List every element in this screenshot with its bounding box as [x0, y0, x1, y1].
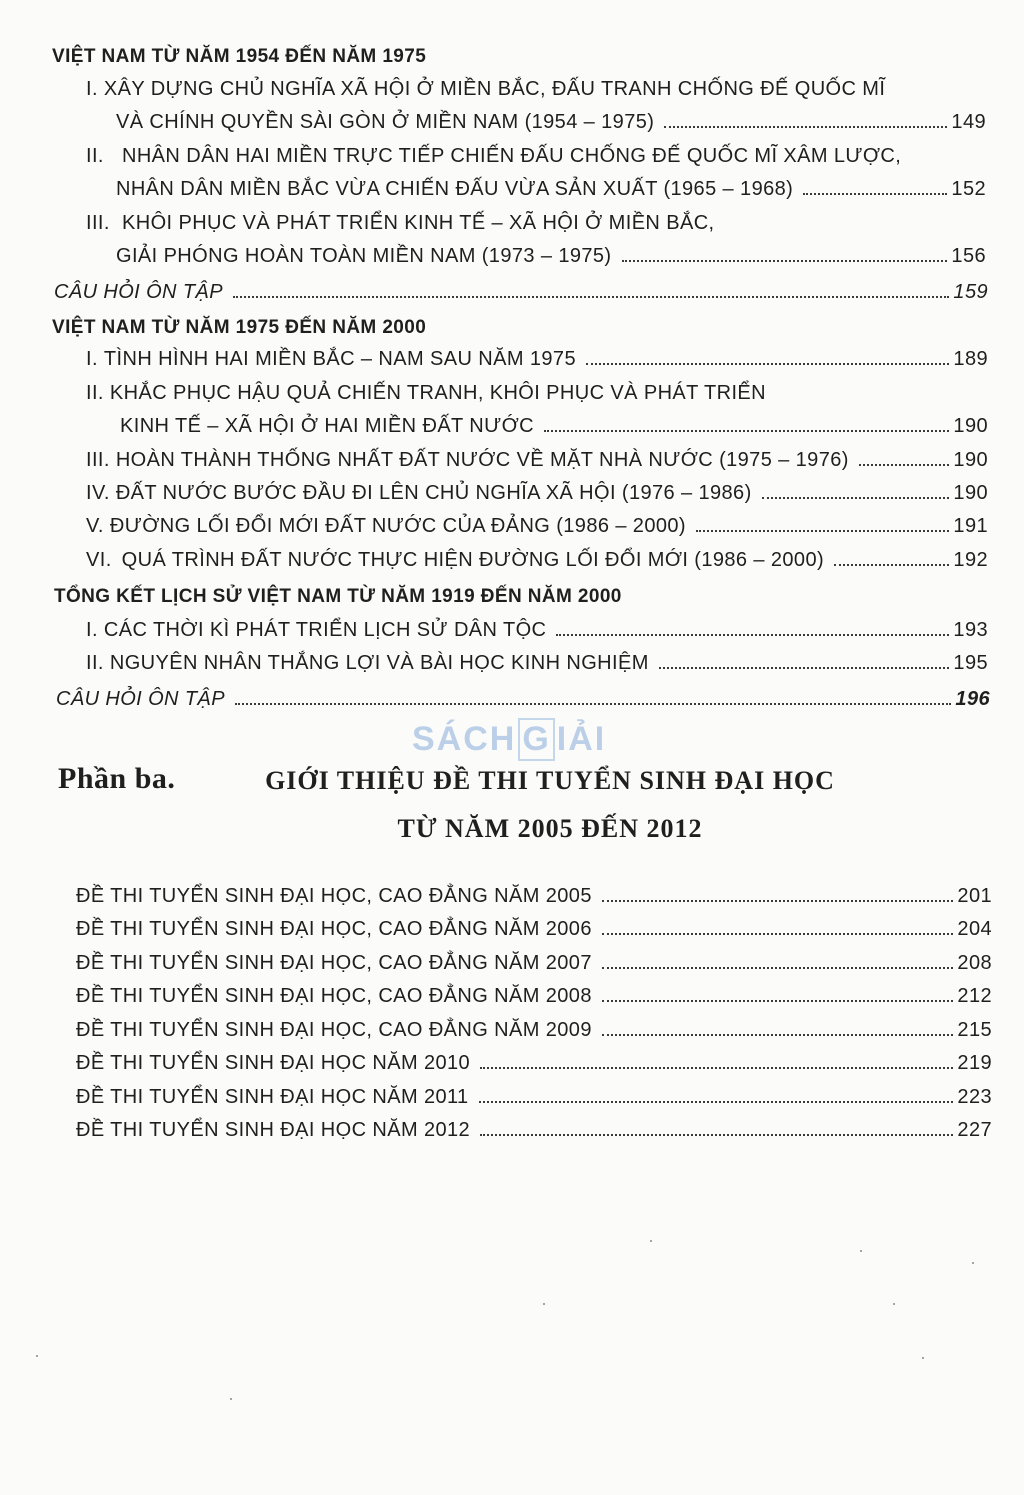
part-label: Phần ba. — [58, 762, 176, 795]
entry-number: VI. — [86, 549, 112, 571]
page-number: 193 — [953, 619, 988, 641]
exam-entry — [76, 1052, 992, 1075]
toc-entry-line2 — [116, 245, 986, 268]
page-number: 189 — [953, 348, 988, 370]
entry-number: V. — [86, 515, 104, 537]
dot-leader — [480, 1067, 953, 1069]
dot-leader — [480, 1134, 953, 1136]
entry-text: QUÁ TRÌNH ĐẤT NƯỚC THỰC HIỆN ĐƯỜNG LỐI ĐỔI MỚI (1986 – 2000) — [121, 549, 825, 571]
entry-number: III. — [86, 212, 110, 234]
toc-entry — [86, 482, 988, 505]
dot-leader — [586, 363, 949, 365]
watermark-logo: SÁCH G IẢI — [412, 718, 606, 761]
page-number: 212 — [957, 985, 992, 1007]
dot-leader — [602, 933, 954, 935]
entry-number: II. — [86, 145, 104, 167]
entry-text: NHÂN DÂN HAI MIỀN TRỰC TIẾP CHIẾN ĐẤU CHỐNG ĐẾ QUỐC MĨ XÂM LƯỢC, — [122, 145, 902, 167]
exam-label: ĐỀ THI TUYỂN SINH ĐẠI HỌC, CAO ĐẲNG NĂM 2006 — [76, 918, 592, 940]
page-number: 215 — [957, 1019, 992, 1041]
page-number: 201 — [957, 885, 992, 907]
toc-entry — [86, 449, 988, 472]
entry-text: VÀ CHÍNH QUYỀN SÀI GÒN Ở MIỀN NAM (1954 – 1975) — [116, 111, 655, 133]
dot-leader — [602, 967, 954, 969]
entry-number: IV. — [86, 482, 110, 504]
exam-entry — [76, 1119, 992, 1142]
review-questions-entry — [56, 688, 990, 711]
review-label: CÂU HỎI ÔN TẬP — [54, 281, 223, 303]
entry-text: NGUYÊN NHÂN THẮNG LỢI VÀ BÀI HỌC KINH NGHIỆM — [109, 652, 649, 674]
page-number: 152 — [951, 178, 986, 200]
scan-speck — [650, 1240, 652, 1242]
section-heading: TỔNG KẾT LỊCH SỬ VIỆT NAM TỪ NĂM 1919 ĐẾN NĂM 2000 — [54, 586, 622, 607]
entry-text: ĐẤT NƯỚC BƯỚC ĐẦU ĐI LÊN CHỦ NGHĨA XÃ HỘI (1976 – 1986) — [115, 482, 752, 504]
entry-number: I. — [86, 78, 98, 100]
scan-speck — [36, 1355, 38, 1357]
review-questions-entry — [54, 281, 988, 304]
dot-leader — [859, 464, 950, 466]
page-number: 196 — [955, 688, 990, 710]
entry-number: II. — [86, 382, 104, 404]
dot-leader — [235, 703, 951, 705]
entry-number: I. — [86, 619, 98, 641]
entry-text: KINH TẾ – XÃ HỘI Ở HAI MIỀN ĐẤT NƯỚC — [120, 415, 534, 437]
toc-entry — [86, 515, 988, 538]
entry-text: ĐƯỜNG LỐI ĐỔI MỚI ĐẤT NƯỚC CỦA ĐẢNG (1986 – 2000) — [109, 515, 686, 537]
dot-leader — [233, 296, 949, 298]
part-title-line1: GIỚI THIỆU ĐỀ THI TUYỂN SINH ĐẠI HỌC — [265, 766, 835, 795]
entry-text: NHÂN DÂN MIỀN BẮC VỪA CHIẾN ĐẤU VỪA SẢN XUẤT (1965 – 1968) — [116, 178, 794, 200]
toc-entry — [86, 619, 988, 642]
page-number: 219 — [957, 1052, 992, 1074]
exam-entry — [76, 1019, 992, 1042]
entry-text: GIẢI PHÓNG HOÀN TOÀN MIỀN NAM (1973 – 1975) — [116, 245, 612, 267]
page-number: 223 — [957, 1086, 992, 1108]
review-label: CÂU HỎI ÔN TẬP — [56, 688, 225, 710]
exam-entry — [76, 952, 992, 975]
page-number: 149 — [951, 111, 986, 133]
dot-leader — [696, 530, 949, 532]
scan-speck — [543, 1303, 545, 1305]
dot-leader — [479, 1101, 954, 1103]
page-number: 190 — [953, 449, 988, 471]
toc-entry — [86, 348, 988, 371]
exam-entry — [76, 985, 992, 1008]
exam-label: ĐỀ THI TUYỂN SINH ĐẠI HỌC, CAO ĐẲNG NĂM 2005 — [76, 885, 592, 907]
section-heading: VIỆT NAM TỪ NĂM 1954 ĐẾN NĂM 1975 — [52, 46, 427, 67]
exam-entry — [76, 885, 992, 908]
page-number: 195 — [953, 652, 988, 674]
entry-number: III. — [86, 449, 110, 471]
exam-entry — [76, 1086, 992, 1109]
toc-entry-line2 — [116, 178, 986, 201]
scan-speck — [893, 1303, 895, 1305]
toc-entry — [86, 652, 988, 675]
toc-entry-line1 — [86, 78, 885, 101]
entry-text: TÌNH HÌNH HAI MIỀN BẮC – NAM SAU NĂM 1975 — [103, 348, 576, 370]
scan-speck — [230, 1398, 232, 1400]
entry-text: HOÀN THÀNH THỐNG NHẤT ĐẤT NƯỚC VỀ MẶT NHÀ NƯỚC (1975 – 1976) — [115, 449, 849, 471]
dot-leader — [622, 260, 948, 262]
exam-label: ĐỀ THI TUYỂN SINH ĐẠI HỌC, CAO ĐẲNG NĂM 2009 — [76, 1019, 592, 1041]
dot-leader — [762, 497, 950, 499]
entry-text: KHẮC PHỤC HẬU QUẢ CHIẾN TRANH, KHÔI PHỤC VÀ PHÁT TRIỂN — [109, 382, 767, 404]
page-number: 191 — [953, 515, 988, 537]
page-number: 204 — [957, 918, 992, 940]
page-number: 156 — [951, 245, 986, 267]
exam-label: ĐỀ THI TUYỂN SINH ĐẠI HỌC NĂM 2011 — [76, 1086, 469, 1108]
page-number: 159 — [953, 281, 988, 303]
entry-number: II. — [86, 652, 104, 674]
scan-speck — [972, 1262, 974, 1264]
dot-leader — [803, 193, 947, 195]
page-number: 227 — [957, 1119, 992, 1141]
exam-entry — [76, 918, 992, 941]
dot-leader — [602, 900, 954, 902]
exam-label: ĐỀ THI TUYỂN SINH ĐẠI HỌC NĂM 2010 — [76, 1052, 471, 1074]
toc-entry-line1 — [86, 382, 766, 405]
scan-speck — [922, 1357, 924, 1359]
toc-entry-line2 — [120, 415, 988, 438]
toc-entry — [86, 549, 988, 572]
toc-entry-line2 — [116, 111, 986, 134]
entry-text: KHÔI PHỤC VÀ PHÁT TRIỂN KINH TẾ – XÃ HỘI Ở MIỀN BẮC, — [122, 212, 715, 234]
dot-leader — [556, 634, 949, 636]
entry-number: I. — [86, 348, 98, 370]
page-number: 208 — [957, 952, 992, 974]
page-number: 192 — [953, 549, 988, 571]
entry-text: CÁC THỜI KÌ PHÁT TRIỂN LỊCH SỬ DÂN TỘC — [103, 619, 547, 641]
page-number: 190 — [953, 482, 988, 504]
section-heading: VIỆT NAM TỪ NĂM 1975 ĐẾN NĂM 2000 — [52, 317, 427, 338]
dot-leader — [602, 1000, 954, 1002]
dot-leader — [602, 1034, 954, 1036]
dot-leader — [659, 667, 950, 669]
part-title-line2: TỪ NĂM 2005 ĐẾN 2012 — [397, 814, 703, 843]
entry-text: XÂY DỰNG CHỦ NGHĨA XÃ HỘI Ở MIỀN BẮC, ĐẤU TRANH CHỐNG ĐẾ QUỐC MĨ — [103, 78, 886, 100]
dot-leader — [544, 430, 949, 432]
exam-label: ĐỀ THI TUYỂN SINH ĐẠI HỌC NĂM 2012 — [76, 1119, 471, 1141]
page-number: 190 — [953, 415, 988, 437]
toc-entry-line1 — [86, 212, 715, 235]
toc-entry-line1 — [86, 145, 901, 168]
scan-speck — [860, 1250, 862, 1252]
exam-label: ĐỀ THI TUYỂN SINH ĐẠI HỌC, CAO ĐẲNG NĂM 2008 — [76, 985, 592, 1007]
dot-leader — [664, 126, 947, 128]
exam-label: ĐỀ THI TUYỂN SINH ĐẠI HỌC, CAO ĐẲNG NĂM 2007 — [76, 952, 592, 974]
dot-leader — [834, 564, 949, 566]
